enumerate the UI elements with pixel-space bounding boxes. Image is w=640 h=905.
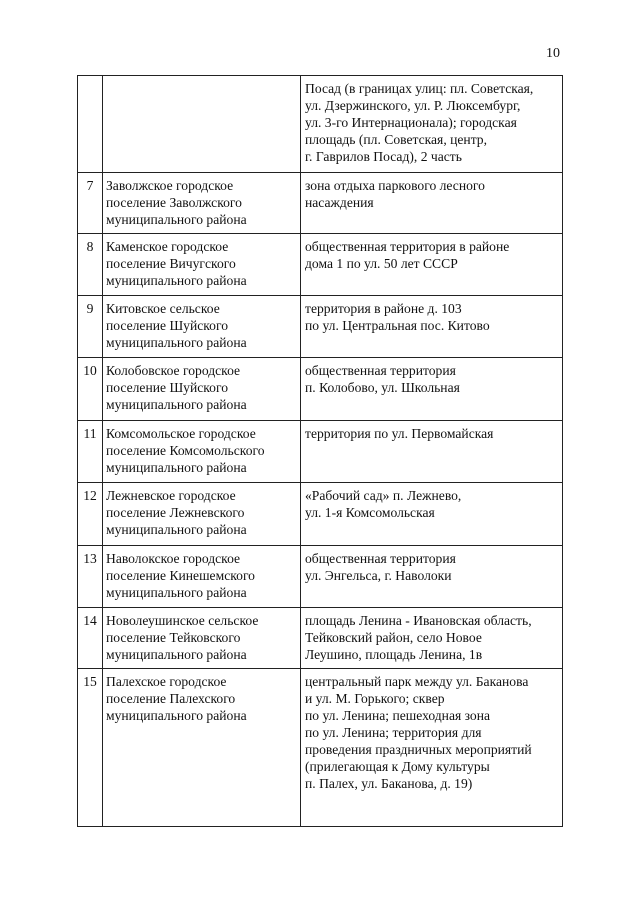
settlement-cell: Китовское сельское поселение Шуйского муниципального района	[103, 296, 301, 358]
table-row	[78, 421, 563, 483]
table-row	[78, 296, 563, 358]
territory-cell: «Рабочий сад» п. Лежнево, ул. 1-я Комсомольская	[301, 483, 563, 546]
table-row	[78, 669, 563, 827]
row-number: 12	[78, 483, 103, 546]
row-number: 9	[78, 296, 103, 358]
territory-cell: территория по ул. Первомайская	[301, 421, 563, 483]
territory-cell: площадь Ленина - Ивановская область, Тейковский район, село Новое Леушино, площадь Ленина, 1в	[301, 608, 563, 669]
territory-cell: Посад (в границах улиц: пл. Советская, ул. Дзержинского, ул. Р. Люксембург, ул. 3-го Интернационала); городская площадь (пл. Советская, центр, г. Гаврилов Посад), 2 часть	[301, 76, 563, 173]
row-number: 10	[78, 358, 103, 421]
row-number: 15	[78, 669, 103, 827]
page-number: 10	[546, 46, 560, 61]
row-number	[78, 76, 103, 173]
territories-table	[77, 75, 563, 827]
territory-cell: общественная территория в районе дома 1 по ул. 50 лет СССР	[301, 234, 563, 296]
settlement-cell: Заволжское городское поселение Заволжского муниципального района	[103, 173, 301, 234]
table-row	[78, 608, 563, 669]
row-number: 13	[78, 546, 103, 608]
table-row	[78, 173, 563, 234]
row-number: 7	[78, 173, 103, 234]
row-number: 11	[78, 421, 103, 483]
settlement-cell: Комсомольское городское поселение Комсомольского муниципального района	[103, 421, 301, 483]
table-row	[78, 76, 563, 173]
settlement-cell	[103, 76, 301, 173]
table-row	[78, 358, 563, 421]
settlement-cell: Лежневское городское поселение Лежневского муниципального района	[103, 483, 301, 546]
territory-cell: центральный парк между ул. Баканова и ул. М. Горького; сквер по ул. Ленина; пешеходная зона по ул. Ленина; территория для проведения праздничных мероприятий (прилегающая к Дому культуры п. Палех, ул. Баканова, д. 19)	[301, 669, 563, 827]
table-row	[78, 546, 563, 608]
territory-cell: общественная территория ул. Энгельса, г. Наволоки	[301, 546, 563, 608]
settlement-cell: Наволокское городское поселение Кинешемского муниципального района	[103, 546, 301, 608]
territory-cell: общественная территория п. Колобово, ул. Школьная	[301, 358, 563, 421]
territory-cell: зона отдыха паркового лесного насаждения	[301, 173, 563, 234]
territory-cell: территория в районе д. 103 по ул. Центральная пос. Китово	[301, 296, 563, 358]
settlement-cell: Каменское городское поселение Вичугского муниципального района	[103, 234, 301, 296]
table-row	[78, 234, 563, 296]
settlement-cell: Новолеушинское сельское поселение Тейковского муниципального района	[103, 608, 301, 669]
table-row	[78, 483, 563, 546]
row-number: 8	[78, 234, 103, 296]
settlement-cell: Палехское городское поселение Палехского муниципального района	[103, 669, 301, 827]
row-number: 14	[78, 608, 103, 669]
settlement-cell: Колобовское городское поселение Шуйского муниципального района	[103, 358, 301, 421]
